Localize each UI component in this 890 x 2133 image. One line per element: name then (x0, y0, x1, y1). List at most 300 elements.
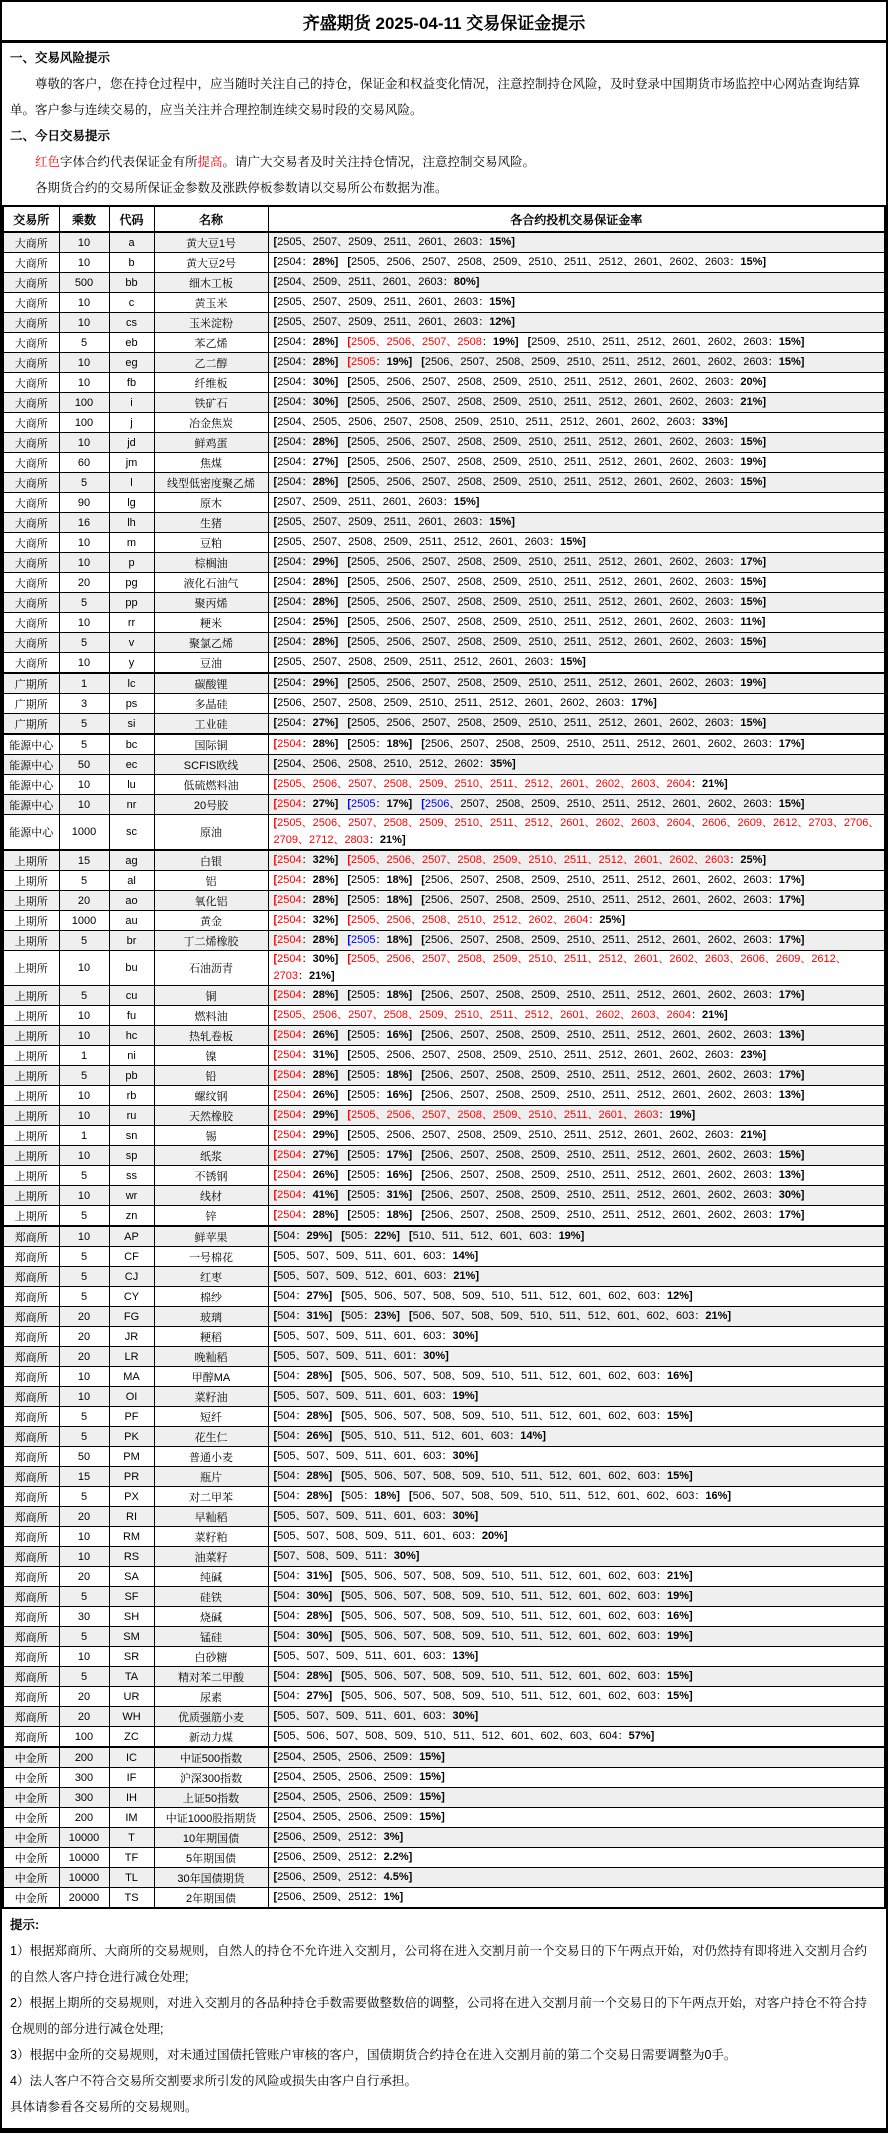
multiplier-cell: 100 (59, 1727, 109, 1748)
margin-rates-cell (268, 453, 885, 473)
table-row (3, 871, 885, 891)
multiplier-cell: 500 (59, 273, 109, 293)
name-cell: 聚氯乙烯 (154, 633, 268, 653)
margin-rates-cell (268, 533, 885, 553)
contract-rate-group: [2505、2506、2507、2508、2509、2510、2511、2512、2601、2602、2603：19%] (347, 677, 767, 689)
table-row (3, 951, 885, 986)
code-cell: v (109, 633, 154, 653)
code-cell: SM (109, 1627, 154, 1647)
exchange-cell: 大商所 (3, 353, 59, 373)
contract-rate-group: [2504：31%] (273, 1049, 339, 1061)
margin-rates-cell (268, 673, 885, 694)
contract-rate-group: [2506、2507、2508、2509、2510、2511、2512、2601、2602、2603：13%] (421, 1089, 805, 1101)
code-cell: p (109, 553, 154, 573)
code-cell: lc (109, 673, 154, 694)
contract-rate-group: [2504：29%] (273, 556, 339, 568)
exchange-cell: 上期所 (3, 986, 59, 1006)
name-cell: 油菜籽 (154, 1547, 268, 1567)
margin-rates-cell (268, 1166, 885, 1186)
contract-rate-group: [2504：28%] (273, 256, 339, 268)
name-cell: 中证1000股指期货 (154, 1808, 268, 1828)
margin-rates-cell (268, 755, 885, 775)
name-cell: 短纤 (154, 1407, 268, 1427)
contract-rate-group: [505、507、509、511、601：30%] (273, 1350, 449, 1362)
code-cell: T (109, 1828, 154, 1848)
name-cell: 上证50指数 (154, 1788, 268, 1808)
contract-rate-group: [504：28%] (273, 1490, 333, 1502)
margin-rates-cell (268, 253, 885, 273)
table-row (3, 1547, 885, 1567)
contract-rate-group: [2505、2506、2507、2508、2509、2510、2511、2512、2601、2602、2603：21%] (347, 396, 767, 408)
contract-rate-group: [505、506、507、508、509、510、511、512、601、602、603：21%] (341, 1570, 693, 1582)
contract-rate-group: [505、507、509、511、601、603：30%] (273, 1510, 479, 1522)
contract-rate-group: [2504、2506、2508、2510、2512、2602：35%] (273, 758, 516, 770)
contract-rate-group: [504：31%] (273, 1310, 333, 1322)
margin-rates-cell (268, 653, 885, 674)
table-row (3, 273, 885, 293)
contract-rate-group: [2505：19%] (347, 356, 413, 368)
code-cell: PM (109, 1447, 154, 1467)
margin-rates-cell (268, 1086, 885, 1106)
contract-rate-group: [2504：28%] (273, 356, 339, 368)
code-cell: lu (109, 775, 154, 795)
margin-rates-cell (268, 353, 885, 373)
exchange-cell: 大商所 (3, 473, 59, 493)
multiplier-cell: 10 (59, 373, 109, 393)
exchange-cell: 广期所 (3, 694, 59, 714)
exchange-cell: 郑商所 (3, 1587, 59, 1607)
table-row (3, 986, 885, 1006)
contract-rate-group: [2505、2506、2507、2508、2509、2510、2511、2512、2601、2602、2603：15%] (347, 717, 767, 729)
contract-rate-group: [2505、2506、2507、2508、2509、2510、2511、2512、2601、2602、2603、2606、2609、2612、2703：21%] (273, 953, 847, 982)
name-cell: 30年国债期货 (154, 1868, 268, 1888)
contract-rate-group: [2506、2507、2508、2509、2510、2511、2512、2601、2602、2603：17%] (421, 934, 805, 946)
code-cell: RI (109, 1507, 154, 1527)
contract-rate-group: [505、506、507、508、509、510、511、512、601、602、603：15%] (341, 1670, 693, 1682)
exchange-cell: 能源中心 (3, 755, 59, 775)
exchange-cell: 上期所 (3, 850, 59, 871)
contract-rate-group: [2505：31%] (347, 1189, 413, 1201)
contract-rate-group: [505：22%] (341, 1230, 400, 1242)
margin-rates-cell (268, 891, 885, 911)
name-cell: 豆粕 (154, 533, 268, 553)
code-cell: al (109, 871, 154, 891)
contract-rate-group: [2504：28%] (273, 934, 339, 946)
multiplier-cell: 300 (59, 1768, 109, 1788)
margin-rates-cell (268, 1327, 885, 1347)
margin-rates-cell (268, 795, 885, 815)
multiplier-cell: 20 (59, 1307, 109, 1327)
exchange-cell: 郑商所 (3, 1447, 59, 1467)
exchange-cell: 大商所 (3, 613, 59, 633)
contract-rate-group: [2505、2506、2507、2508、2509、2510、2511、2512、2601、2602、2603：25%] (347, 854, 767, 866)
name-cell: 花生仁 (154, 1427, 268, 1447)
margin-rates-cell (268, 1848, 885, 1868)
table-row (3, 1808, 885, 1828)
margin-rates-cell (268, 1627, 885, 1647)
exchange-cell: 上期所 (3, 891, 59, 911)
name-cell: 早籼稻 (154, 1507, 268, 1527)
code-cell: CY (109, 1287, 154, 1307)
contract-rate-group: [2506、2507、2508、2509、2510、2511、2512、2601、2602、2603：15%] (421, 1149, 805, 1161)
code-cell: RM (109, 1527, 154, 1547)
contract-rate-group: [2504：29%] (273, 677, 339, 689)
contract-rate-group: [2504：26%] (273, 1029, 339, 1041)
multiplier-cell: 1 (59, 673, 109, 694)
exchange-cell: 中金所 (3, 1747, 59, 1768)
margin-rates-cell (268, 1607, 885, 1627)
note-item: 4）法人客户不符合交易所交割要求所引发的风险或损失由客户自行承担。 (10, 2074, 417, 2088)
table-row (3, 1307, 885, 1327)
contract-rate-group: [2505：18%] (347, 989, 413, 1001)
code-cell: pb (109, 1066, 154, 1086)
contract-rate-group: [505、506、507、508、509、510、511、512、601、602、603、604：57%] (273, 1730, 655, 1742)
name-cell: 聚丙烯 (154, 593, 268, 613)
notes-list (10, 1938, 878, 2094)
contract-rate-group: [2504、2509、2511、2601、2603：80%] (273, 276, 480, 288)
contract-rate-group: [2506、2507、2508、2509、2510、2511、2512、2601、2602、2603：17%] (421, 1069, 805, 1081)
table-row (3, 453, 885, 473)
multiplier-cell: 5 (59, 1267, 109, 1287)
exchange-cell: 郑商所 (3, 1287, 59, 1307)
multiplier-cell: 10 (59, 1226, 109, 1247)
contract-rate-group: [2505、2506、2507、2508：19%] (347, 336, 519, 348)
margin-rates-cell (268, 493, 885, 513)
code-cell: bb (109, 273, 154, 293)
contract-rate-group: [2504、2505、2506、2509：15%] (273, 1751, 445, 1763)
multiplier-cell: 5 (59, 931, 109, 951)
code-cell: FG (109, 1307, 154, 1327)
exchange-cell: 上期所 (3, 931, 59, 951)
margin-rates-cell (268, 633, 885, 653)
code-cell: IH (109, 1788, 154, 1808)
code-cell: TS (109, 1888, 154, 1909)
exchange-cell: 郑商所 (3, 1707, 59, 1727)
multiplier-cell: 10000 (59, 1848, 109, 1868)
multiplier-cell: 16 (59, 513, 109, 533)
code-cell: ZC (109, 1727, 154, 1748)
multiplier-cell: 60 (59, 453, 109, 473)
multiplier-cell: 50 (59, 1447, 109, 1467)
contract-rate-group: [505、507、509、511、601、603：30%] (273, 1330, 479, 1342)
exchange-cell: 大商所 (3, 653, 59, 674)
multiplier-cell: 30 (59, 1607, 109, 1627)
exchange-cell: 上期所 (3, 911, 59, 931)
margin-rates-cell (268, 1407, 885, 1427)
code-cell: IF (109, 1768, 154, 1788)
name-cell: 工业硅 (154, 714, 268, 735)
code-cell: ru (109, 1106, 154, 1126)
exchange-cell: 能源中心 (3, 815, 59, 851)
name-cell: 鲜鸡蛋 (154, 433, 268, 453)
multiplier-cell: 10 (59, 553, 109, 573)
contract-rate-group: [2504：27%] (273, 1149, 339, 1161)
exchange-cell: 上期所 (3, 1006, 59, 1026)
margin-rates-cell (268, 1206, 885, 1227)
contract-rate-group: [2504：28%] (273, 576, 339, 588)
contract-rate-group: [505、507、509、511、601、603：30%] (273, 1710, 479, 1722)
code-cell: sc (109, 815, 154, 851)
table-row (3, 1527, 885, 1547)
exchange-cell: 能源中心 (3, 775, 59, 795)
code-cell: au (109, 911, 154, 931)
multiplier-cell: 10 (59, 433, 109, 453)
exchange-cell: 大商所 (3, 493, 59, 513)
table-row (3, 850, 885, 871)
params-notice: 各期货合约的交易所保证金参数及涨跌停板参数请以交易所公布数据为准。 (35, 181, 448, 195)
table-row (3, 1126, 885, 1146)
multiplier-cell: 10 (59, 353, 109, 373)
name-cell: 纯碱 (154, 1567, 268, 1587)
contract-rate-group: [2506、2507、2508、2509、2510、2511、2512、2601、2602、2603：13%] (421, 1029, 805, 1041)
risk-section-heading: 一、交易风险提示 (10, 51, 111, 65)
name-cell: 细木工板 (154, 273, 268, 293)
multiplier-cell: 20 (59, 1347, 109, 1367)
table-row (3, 911, 885, 931)
multiplier-cell: 10 (59, 951, 109, 986)
contract-rate-group: [504：28%] (273, 1610, 333, 1622)
contract-rate-group: [504：28%] (273, 1670, 333, 1682)
multiplier-cell: 10000 (59, 1828, 109, 1848)
table-row (3, 1507, 885, 1527)
exchange-cell: 中金所 (3, 1768, 59, 1788)
exchange-cell: 广期所 (3, 673, 59, 694)
contract-rate-group: [505、507、508、509、511、601、603：20%] (273, 1530, 508, 1542)
exchange-cell: 郑商所 (3, 1627, 59, 1647)
exchange-cell: 大商所 (3, 313, 59, 333)
margin-rates-cell (268, 573, 885, 593)
contract-rate-group: [2505：17%] (347, 1149, 413, 1161)
table-row (3, 1707, 885, 1727)
name-cell: 精对苯二甲酸 (154, 1667, 268, 1687)
contract-rate-group: [505、507、509、511、601、603：19%] (273, 1390, 479, 1402)
name-cell: 20号胶 (154, 795, 268, 815)
name-cell: 螺纹钢 (154, 1086, 268, 1106)
name-cell: 天然橡胶 (154, 1106, 268, 1126)
name-cell: 乙二醇 (154, 353, 268, 373)
contract-rate-group: [2505：18%] (347, 894, 413, 906)
code-cell: eg (109, 353, 154, 373)
margin-rates-cell (268, 1287, 885, 1307)
table-row (3, 333, 885, 353)
table-row (3, 493, 885, 513)
name-cell: 生猪 (154, 513, 268, 533)
contract-rate-group: [2506、2509、2512：1%] (273, 1891, 404, 1903)
code-cell: m (109, 533, 154, 553)
margin-rates-cell (268, 1146, 885, 1166)
contract-rate-group: [504：27%] (273, 1690, 333, 1702)
name-cell: 粳稻 (154, 1327, 268, 1347)
margin-rates-cell (268, 473, 885, 493)
table-row (3, 253, 885, 273)
multiplier-cell: 10 (59, 653, 109, 674)
code-cell: ao (109, 891, 154, 911)
table-row (3, 673, 885, 694)
notes-footer: 具体请参看各交易所的交易规则。 (10, 2100, 198, 2114)
multiplier-cell: 5 (59, 734, 109, 755)
contract-rate-group: [2504：28%] (273, 596, 339, 608)
multiplier-cell: 10 (59, 1026, 109, 1046)
margin-rates-cell (268, 1387, 885, 1407)
margin-rates-cell (268, 1667, 885, 1687)
name-cell: 铜 (154, 986, 268, 1006)
exchange-cell: 郑商所 (3, 1727, 59, 1748)
notice-text-part: 红色 (35, 155, 61, 169)
contract-rate-group: [504：29%] (273, 1230, 333, 1242)
contract-rate-group: [2504：28%] (273, 738, 339, 750)
margin-rates-cell (268, 313, 885, 333)
code-cell: MA (109, 1367, 154, 1387)
code-cell: IC (109, 1747, 154, 1768)
multiplier-cell: 20 (59, 1687, 109, 1707)
code-cell: l (109, 473, 154, 493)
contract-rate-group: [2506、2509、2512：2.2%] (273, 1851, 413, 1863)
code-cell: b (109, 253, 154, 273)
margin-rates-cell (268, 1747, 885, 1768)
code-cell: zn (109, 1206, 154, 1227)
exchange-cell: 郑商所 (3, 1367, 59, 1387)
exchange-cell: 大商所 (3, 273, 59, 293)
exchange-cell: 上期所 (3, 1146, 59, 1166)
table-row (3, 1828, 885, 1848)
table-row (3, 755, 885, 775)
contract-rate-group: [2504：28%] (273, 894, 339, 906)
contract-rate-group: [505、506、507、508、509、510、511、512、601、602、603：12%] (341, 1290, 693, 1302)
table-row (3, 433, 885, 453)
table-row (3, 1888, 885, 1909)
contract-rate-group: [2506、2507、2508、2509、2510、2511、2512、2601、2602、2603：17%] (421, 1209, 805, 1221)
multiplier-cell: 5 (59, 1066, 109, 1086)
table-row (3, 573, 885, 593)
margin-rates-cell (268, 613, 885, 633)
code-cell: OI (109, 1387, 154, 1407)
margin-rates-cell (268, 1888, 885, 1909)
code-cell: WH (109, 1707, 154, 1727)
multiplier-cell: 10000 (59, 1868, 109, 1888)
table-row (3, 1407, 885, 1427)
margin-rates-cell (268, 1307, 885, 1327)
contract-rate-group: [2504：29%] (273, 1129, 339, 1141)
name-cell: 苯乙烯 (154, 333, 268, 353)
contract-rate-group: [2505、2506、2508、2510、2512、2602、2604：25%] (347, 914, 625, 926)
multiplier-cell: 5 (59, 1427, 109, 1447)
exchange-cell: 上期所 (3, 871, 59, 891)
code-cell: SH (109, 1607, 154, 1627)
code-cell: hc (109, 1026, 154, 1046)
exchange-cell: 上期所 (3, 1066, 59, 1086)
margin-rates-cell (268, 1186, 885, 1206)
multiplier-cell: 3 (59, 694, 109, 714)
multiplier-cell: 5 (59, 714, 109, 735)
table-row (3, 373, 885, 393)
multiplier-cell: 5 (59, 1667, 109, 1687)
contract-rate-group: [2506、2507、2508、2509、2510、2511、2512、2601、2602、2603：17%] (421, 738, 805, 750)
table-row (3, 1788, 885, 1808)
table-row (3, 633, 885, 653)
contract-rate-group: [505、506、507、508、509、510、511、512、601、602、603：19%] (341, 1590, 693, 1602)
multiplier-cell: 10 (59, 253, 109, 273)
contract-rate-group: [2505、2507、2508、2509、2511、2512、2601、2603：15%] (273, 656, 586, 668)
contract-rate-group: [2505：16%] (347, 1029, 413, 1041)
table-row (3, 593, 885, 613)
page-title: 齐盛期货 2025-04-11 交易保证金提示 (2, 2, 886, 43)
exchange-cell: 上期所 (3, 1106, 59, 1126)
exchange-cell: 郑商所 (3, 1467, 59, 1487)
name-cell: 氧化铝 (154, 891, 268, 911)
name-cell: 线材 (154, 1186, 268, 1206)
contract-rate-group: [2504：32%] (273, 854, 339, 866)
table-row (3, 1607, 885, 1627)
margin-rates-cell (268, 1828, 885, 1848)
multiplier-cell: 10 (59, 1006, 109, 1026)
name-cell: 普通小麦 (154, 1447, 268, 1467)
contract-rate-group: [2506、2507、2508、2509、2510、2511、2512、2601、2602、2603：17%] (273, 697, 657, 709)
contract-rate-group: [2505：18%] (347, 1069, 413, 1081)
contract-rate-group: [2504：28%] (273, 476, 339, 488)
contract-rate-group: [505、507、509、512、601、603：21%] (273, 1270, 479, 1282)
contract-rate-group: [2506、2507、2508、2509、2510、2511、2512、2601、2602、2603：13%] (421, 1169, 805, 1181)
table-row (3, 393, 885, 413)
contract-rate-group: [2505：16%] (347, 1169, 413, 1181)
exchange-cell: 中金所 (3, 1808, 59, 1828)
exchange-cell: 上期所 (3, 1126, 59, 1146)
multiplier-cell: 50 (59, 755, 109, 775)
code-cell: cu (109, 986, 154, 1006)
margin-rates-cell (268, 1587, 885, 1607)
name-cell: SCFIS欧线 (154, 755, 268, 775)
contract-rate-group: [2504：29%] (273, 1109, 339, 1121)
contract-rate-group: [2505、2506、2507、2508、2509、2510、2511、2512、2601、2602、2603、2604：21%] (273, 1009, 728, 1021)
name-cell: 冶金焦炭 (154, 413, 268, 433)
margin-rates-cell (268, 1427, 885, 1447)
contract-rate-group: [2504：41%] (273, 1189, 339, 1201)
contract-rate-group: [2506、2507、2508、2509、2510、2511、2512、2601、2602、2603：30%] (421, 1189, 805, 1201)
name-cell: 碳酸锂 (154, 673, 268, 694)
exchange-cell: 大商所 (3, 553, 59, 573)
multiplier-cell: 20 (59, 1567, 109, 1587)
multiplier-cell: 10 (59, 232, 109, 253)
exchange-cell: 大商所 (3, 573, 59, 593)
table-row (3, 1647, 885, 1667)
exchange-cell: 大商所 (3, 593, 59, 613)
margin-rates-cell (268, 1727, 885, 1748)
exchange-cell: 大商所 (3, 413, 59, 433)
code-cell: rb (109, 1086, 154, 1106)
exchange-cell: 上期所 (3, 1086, 59, 1106)
exchange-cell: 上期所 (3, 1046, 59, 1066)
code-cell: PR (109, 1467, 154, 1487)
table-row (3, 1287, 885, 1307)
contract-rate-group: [2505、2506、2507、2508、2509、2510、2511、2512、2601、2602、2603：17%] (347, 556, 767, 568)
margin-rates-cell (268, 1347, 885, 1367)
table-row (3, 553, 885, 573)
table-row (3, 1768, 885, 1788)
table-row (3, 1327, 885, 1347)
exchange-cell: 大商所 (3, 293, 59, 313)
exchange-cell: 上期所 (3, 951, 59, 986)
contract-rate-group: [2504：28%] (273, 1209, 339, 1221)
table-row (3, 1387, 885, 1407)
margin-rates-cell (268, 1547, 885, 1567)
exchange-cell: 能源中心 (3, 734, 59, 755)
margin-rates-cell (268, 1647, 885, 1667)
name-cell: 石油沥青 (154, 951, 268, 986)
table-row (3, 734, 885, 755)
multiplier-cell: 10 (59, 1186, 109, 1206)
multiplier-cell: 5 (59, 333, 109, 353)
exchange-cell: 郑商所 (3, 1547, 59, 1567)
code-cell: wr (109, 1186, 154, 1206)
